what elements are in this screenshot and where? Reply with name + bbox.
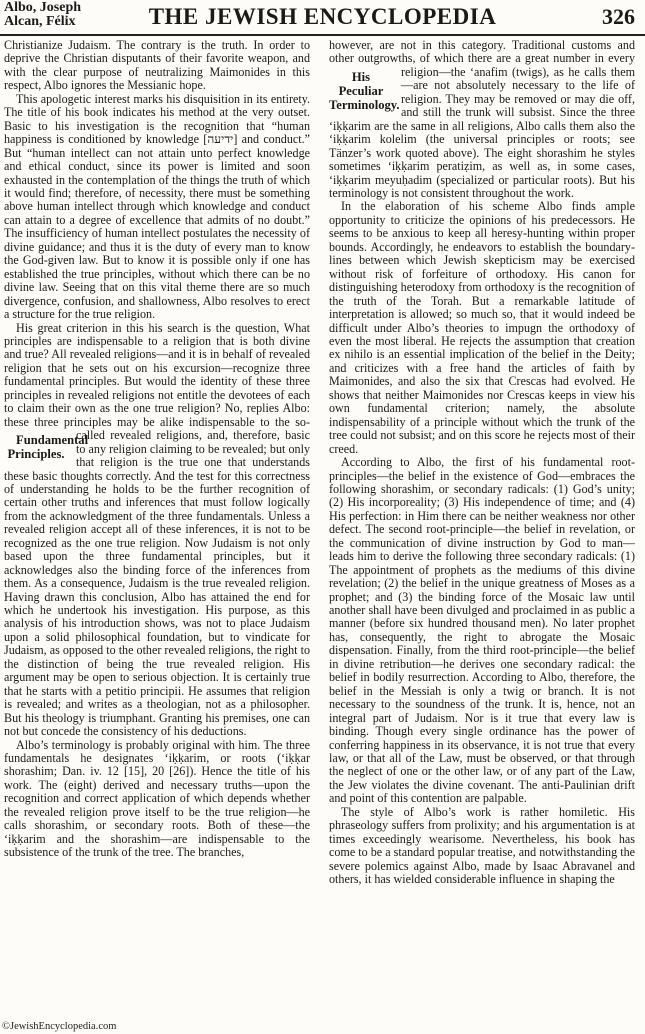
side-heading: His Peculiar Terminology.	[329, 69, 400, 112]
paragraph: According to Albo, the first of his fundamental root-principles—the belief in the existence of God—embraces the following shorashim, or secondary radicals: (1) God’s unity; (2) His incorporeality; (3) His independence of time; and (4) His perfection: in Him there can be neither weakness nor other defect. The second root-principle—the belief in revelation, or the communication of divine instruction by God to man—leads him to derive the following three secondary radicals: (1) The appointment of prophets as the mediums of this divine revelation; (2) the belief in the unique greatness of Moses as a prophet; and (3) the binding force of the Mosaic law until another shall have been divulged and proclaimed in as public a manner (before six hundred thousand men). No later prophet has, consequently, the right to abrogate the Mosaic dispensation. Finally, from the third root-principle—the belief in divine retribution—he derives one secondary radical: the belief in bodily resurrection. According to Albo, therefore, the belief in the Messiah is only a twig or branch. It is not necessary to the soundness of the trunk. It is, hence, not an integral part of Judaism. Nor is it true that every law is binding. Though every single ordinance has the power of conferring happiness in its observance, it is not true that every law, or that all of the Law, must be observed, or that through the neglect of one or the other law, or of any part of the Law, the Jew violates the divine covenant. The anti-Paulinian drift and point of this contention are palpable.	[329, 455, 635, 806]
side-heading: Fundamental Principles.	[7, 433, 89, 462]
paragraph: This apologetic interest marks his disquisition in its entirety. The title of his book indicates his method at the very outset. Basic to his investigation is the recognition that “human happiness is conditioned by knowledge [ידיעה] and conduct.” But “human intellect can not attain unto perfect knowledge and ethical conduct, since its power is limited and soon exhausted in the contemplation of the things the truth of which it would find; therefore, of necessity, there must be something above human intellect through which knowledge and conduct can attain to a degree of excellence that admits of no doubt.” The insufficiency of human intellect postulates the necessity of divine guidance; and thus it is the duty of every man to know the God-given law. But to know it is possible only if one has established the true principles, without which there can be no divine law. Seeing that on this vital theme there are so much divergence, confusion, and shallowness, Albo resolves to erect a structure for the true religion.	[4, 91, 310, 322]
right-column	[329, 39, 635, 1021]
paragraph	[4, 322, 310, 739]
paragraph-text: as he calls them—are not absolutely necessary to the life of religion. They may be removed or may die off, and still the trunk will subsist. Since the three ‘iḳḳarim are the same in all religions, Albo calls them also the ‘iḳḳarim kolelim (the universal principles or roots; see Tänzer’s work quoted above). The eight shorashim he styles sometimes ‘iḳḳarim peratiẓim, as well as, in some cases, ‘iḳḳarim meyuḥadim (specialized or particular roots). But his terminology is not consistent throughout the work.	[329, 64, 635, 200]
paragraph: Christianize Judaism. The contrary is the truth. In order to deprive the Christian disputants of their favorite weapon, and with the clear purpose of neutralizing Maimonides in this respect, Albo ignores the Messianic hope.	[4, 39, 310, 93]
paragraph: The style of Albo’s work is rather homiletic. His phraseology suffers from prolixity; and his argumentation is at times exceedingly wearisome. Nevertheless, his book has come to be a standard popular treatise, and notwithstanding the severe polemics against Albo, made by Isaac Abravanel and others, it has wielded considerable influence in shaping the	[329, 804, 635, 887]
left-column	[4, 39, 310, 1021]
paragraph: In the elaboration of his scheme Albo finds ample opportunity to criticize the opinions of his predecessors. He seems to be anxious to keep all heresy-hunting within proper bounds. Accordingly, he endeavors to establish the boundary-lines between which Jewish skepticism may be exercised without risk of forfeiture of orthodoxy. His canon for distinguishing heterodoxy from orthodoxy is the recognition of the truth of the Torah. But a remarkable latitude of interpretation is allowed; so much so, that it would indeed be difficult under Albo’s theories to impugn the orthodoxy of even the most liberal. He rejects the assumption that creation ex nihilo is an essential implication of the belief in the Deity; and criticizes with a free hand the articles of faith by Maimonides, and also the six that Crescas had evolved. He shows that neither Maimonides nor Crescas keeps in view his own fundamental criterion; namely, the absolute indispensability of a principle without which the trunk of the tree could not subsist; and on this score he rejects most of their creed.	[329, 199, 635, 456]
paragraph-text: however, are not in this category. Traditional customs and other outgrowths, of which there are a great number in every religion—the ‘anafim (twigs),	[329, 39, 635, 79]
page-title: THE JEWISH ENCYCLOPEDIA	[148, 4, 497, 29]
running-head-last: Alcan, Félix	[4, 14, 76, 29]
header-rule	[0, 34, 645, 36]
paragraph-text: and, therefore, basic to any religion claiming to be revealed; but only that religion is the true one that understands these basic thoughts correctly. And the test for this correctness of understanding he holds to be the further recognition of certain other truths and inferences that must follow logically from the acknowledgment of the three fundamentals. Unless a revealed religion accept all of these inferences, it is not to be recognized as the one true religion. Now Judaism is not only based upon the three fundamental principles, but it acknowledges also the binding force of the inferences from them. As a consequence, Judaism is the true revealed religion. Having drawn this conclusion, Albo has attained the end for which he undertook his investigation. His purpose, as this analysis of his introduction shows, was not to place Judaism upon a solid philosophical foundation, but to vindicate for Judaism, as opposed to the other revealed religions, the right to the distinction of being the true revealed religion. His argument may be open to serious objection. It is certainly true that he starts with a petitio principii. He assumes that religion is revealed; and writes as a theologian, not as a philosopher. But his theology is triumphant. Granting his premises, one can not but concede the consistency of his deductions.	[4, 428, 310, 739]
paragraph	[329, 39, 635, 200]
running-head-first: Albo, Joseph	[4, 0, 82, 15]
page-number: 326	[602, 4, 635, 29]
copyright-credit: ©JewishEncyclopedia.com	[2, 1021, 117, 1032]
paragraph: Albo’s terminology is probably original with him. The three fundamentals he designates ‘iḳḳarim, or roots (‘iḳḳar shorashim; Dan. iv. 12 [15], 20 [26]). Hence the title of his work. The (eight) derived and necessary truths—upon the recognition and correct application of which depends whether the revealed religion prove itself to be the true religion—he calls shorashim, or secondary roots. Both of these—the ‘iḳḳarim and the shorashim—are indispensable to the subsistence of the trunk of the tree. The branches,	[4, 737, 310, 860]
paragraph-text: His great criterion in this his search is the question, What principles are indispensable to a religion that is both divine and true? All revealed religions—and it is in behalf of revealed religion that he sets out on his excursion—recognize three fundamental principles. But would the identity of these three principles in revealed religions not entitle the devotees of each to claim their own as the one true religion? No, replies Albo: these three principles may be alike indispensable to the so-called revealed religions,	[4, 320, 310, 443]
page-header	[0, 0, 645, 34]
